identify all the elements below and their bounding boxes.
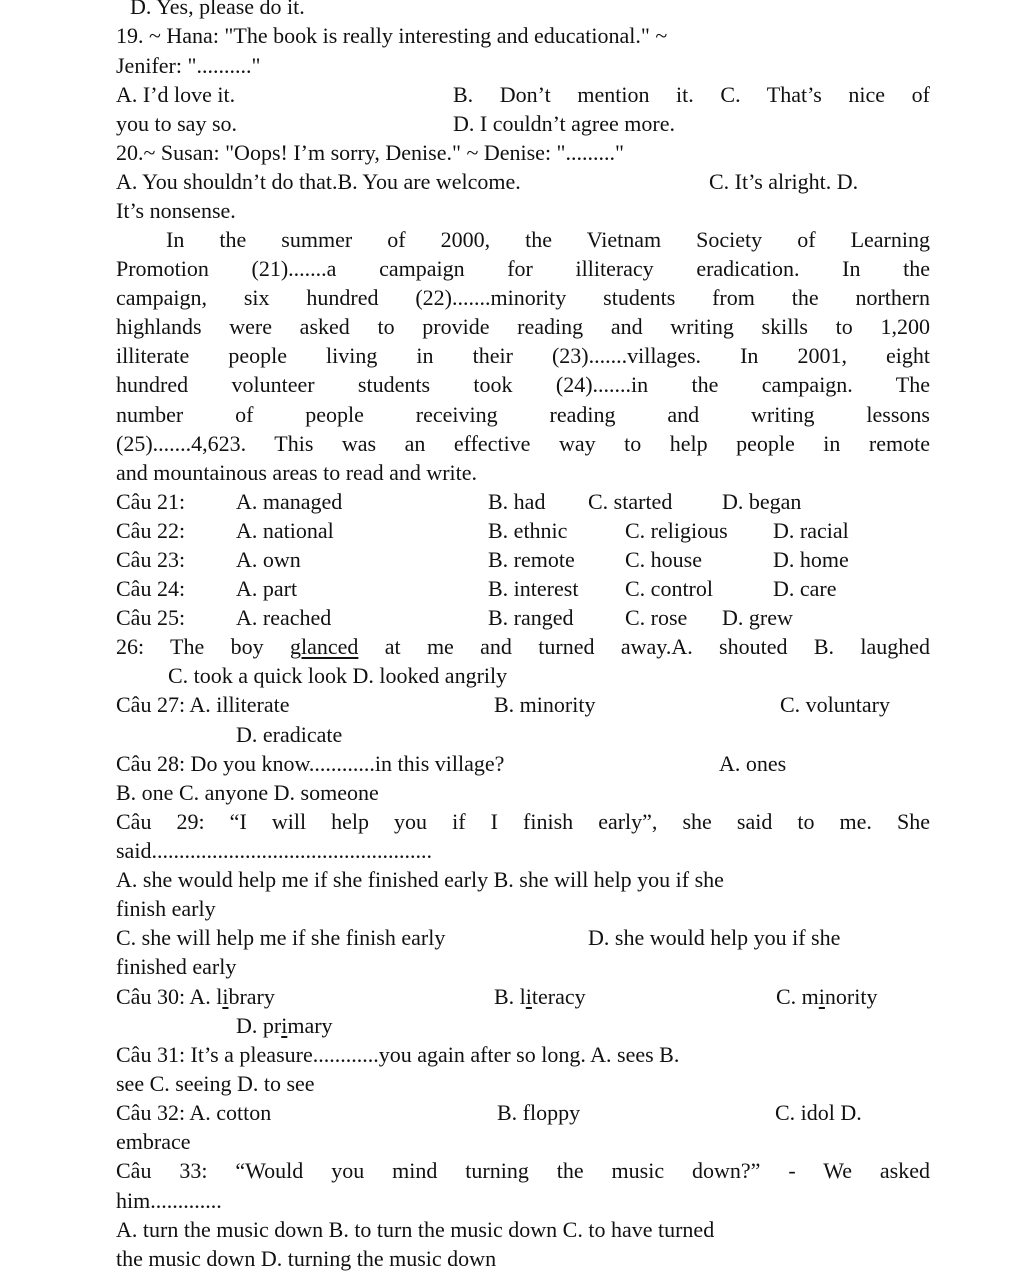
q23-label: Câu 23: <box>116 547 186 572</box>
q31-options: see C. seeing D. to see <box>116 1071 315 1096</box>
q24-option-c: C. control <box>625 576 713 601</box>
q29-option-b-cont: finish early <box>116 896 216 921</box>
q25-label: Câu 25: <box>116 605 186 630</box>
q29-stem-cont: said................................................... <box>116 838 432 863</box>
q23-option-d: D. home <box>773 547 849 572</box>
q30-b-pre: B. l <box>494 984 526 1009</box>
q30-c-pre: C. m <box>776 984 819 1009</box>
q27-option-d: D. eradicate <box>236 722 343 747</box>
q19-options-bc-text: B. Don’t mention it. C. That’s nice of <box>453 82 930 107</box>
passage-line-6: hundred volunteer students took (24).......in the campaign. The <box>116 372 930 397</box>
q21-option-d: D. began <box>722 489 802 514</box>
q27-option-b: B. minority <box>494 692 596 717</box>
q25-option-c: C. rose <box>625 605 688 630</box>
q30-c-rest: nority <box>824 984 878 1009</box>
passage-line-3: campaign, six hundred (22).......minority students from the northern <box>116 285 930 310</box>
q29-option-d: D. she would help you if she <box>588 925 841 950</box>
q30-d-underlined: i <box>281 1013 288 1038</box>
q23-option-b: B. remote <box>488 547 575 572</box>
q30-d-rest: mary <box>287 1013 333 1038</box>
q21-option-b: B. had <box>488 489 546 514</box>
q28-stem: Câu 28: Do you know............in this village? <box>116 751 505 776</box>
q19-option-d: D. I couldn’t agree more. <box>453 111 675 136</box>
q19-options-bc <box>453 80 930 109</box>
q29-stem: Câu 29: “I will help you if I finish early”, she said to me. She <box>116 809 930 834</box>
q30-a-underlined: i <box>222 984 229 1009</box>
passage-line-8: (25).......4,623. This was an effective way to help people in remote <box>116 431 930 456</box>
q30-option-d <box>236 1011 333 1040</box>
q22-option-c: C. religious <box>625 518 728 543</box>
q30-d-pre: D. pr <box>236 1013 282 1038</box>
q33-stem: Câu 33: “Would you mind turning the music down?” - We asked <box>116 1158 930 1183</box>
q19-option-a: A. I’d love it. <box>116 82 236 107</box>
q30-option-c <box>776 982 877 1011</box>
q32-label-option-a: Câu 32: A. cotton <box>116 1100 272 1125</box>
passage-line-4: highlands were asked to provide reading and writing skills to 1,200 <box>116 314 930 339</box>
q20-stem: 20.~ Susan: "Oops! I’m sorry, Denise." ~ Denise: "........." <box>116 140 625 165</box>
q30-c-underlined: i <box>818 984 825 1009</box>
q32-options-cd: C. idol D. <box>775 1100 862 1125</box>
q20-options-ab: A. You shouldn’t do that.B. You are welcome. <box>116 169 521 194</box>
q29-option-d-cont: finished early <box>116 954 237 979</box>
q28-options-bcd: B. one C. anyone D. someone <box>116 780 379 805</box>
q24-label: Câu 24: <box>116 576 186 601</box>
q28-option-a: A. ones <box>719 751 787 776</box>
q27-label: Câu 27: A. illiterate <box>116 692 290 717</box>
q33-options-abc: A. turn the music down B. to turn the music down C. to have turned <box>116 1217 715 1242</box>
q24-option-b: B. interest <box>488 576 579 601</box>
q33-stem-cont: him............. <box>116 1188 222 1213</box>
passage-line-7: number of people receiving reading and writing lessons <box>116 402 930 427</box>
q21-option-a: A. managed <box>236 489 343 514</box>
q22-option-a: A. national <box>236 518 334 543</box>
q29-options-ab: A. she would help me if she finished early B. she will help you if she <box>116 867 724 892</box>
q19-option-c-cont: you to say so. <box>116 111 237 136</box>
q26-stem-start: 26: The boy <box>116 634 290 659</box>
q27-option-c: C. voluntary <box>780 692 890 717</box>
q23-option-a: A. own <box>236 547 301 572</box>
q24-option-d: D. care <box>773 576 837 601</box>
q18-option-d: D. Yes, please do it. <box>130 0 305 19</box>
q26-underlined-word: glanced <box>289 634 359 659</box>
q33-options-cd-cont: the music down D. turning the music down <box>116 1246 497 1271</box>
q21-option-c: C. started <box>588 489 673 514</box>
q30-option-b <box>494 982 586 1011</box>
q20-options-cd: C. It’s alright. D. <box>709 169 859 194</box>
q26-stem-end: at me and turned away.A. shouted B. laughed <box>358 634 930 659</box>
q32-option-b: B. floppy <box>497 1100 581 1125</box>
q19-stem: 19. ~ Hana: "The book is really interesting and educational." ~ <box>116 23 668 48</box>
q30-label-option-a <box>116 982 275 1011</box>
q30-b-underlined: i <box>525 984 532 1009</box>
q26-stem <box>116 632 930 661</box>
passage-line-5: illiterate people living in their (23).......villages. In 2001, eight <box>116 343 930 368</box>
q22-option-b: B. ethnic <box>488 518 568 543</box>
q23-option-c: C. house <box>625 547 702 572</box>
q22-label: Câu 22: <box>116 518 186 543</box>
q22-option-d: D. racial <box>773 518 849 543</box>
q25-option-b: B. ranged <box>488 605 574 630</box>
passage-line-9: and mountainous areas to read and write. <box>116 460 478 485</box>
passage-line-1: In the summer of 2000, the Vietnam Society of Learning <box>166 227 930 252</box>
q32-option-d-cont: embrace <box>116 1129 191 1154</box>
q20-option-d-cont: It’s nonsense. <box>116 198 236 223</box>
q25-option-a: A. reached <box>236 605 332 630</box>
passage-line-2: Promotion (21).......a campaign for illiteracy eradication. In the <box>116 256 930 281</box>
q19-stem-cont: Jenifer: ".........." <box>116 53 261 78</box>
q29-option-c: C. she will help me if she finish early <box>116 925 446 950</box>
q26-options-cd: C. took a quick look D. looked angrily <box>168 663 508 688</box>
q31-stem: Câu 31: It’s a pleasure............you again after so long. A. sees B. <box>116 1042 680 1067</box>
q25-option-d: D. grew <box>722 605 793 630</box>
q24-option-a: A. part <box>236 576 298 601</box>
q21-label: Câu 21: <box>116 489 186 514</box>
q30-b-rest: teracy <box>531 984 586 1009</box>
q30-a-rest: brary <box>228 984 275 1009</box>
q30-a-pre: Câu 30: A. l <box>116 984 223 1009</box>
